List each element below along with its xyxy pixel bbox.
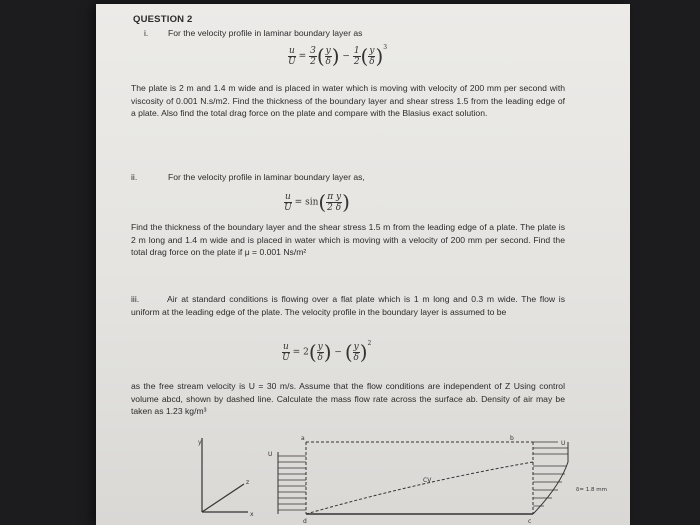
part-number-ii: ii. — [131, 172, 138, 182]
boundary-layer-edge — [306, 462, 533, 514]
part-i-intro: For the velocity profile in laminar boundary layer as — [168, 28, 363, 38]
label-a: a — [301, 435, 305, 442]
document-page — [96, 4, 630, 525]
equation-3: $\frac{u}{U}$ = 2( $\frac{y}{\delta}$ ) − ( $\frac{y}{\delta}$ )$^2$ — [282, 340, 372, 364]
question-heading: QUESTION 2 — [133, 14, 193, 25]
label-inlet-U: U — [268, 451, 273, 458]
part-iii-body: as the free stream velocity is U = 30 m/s. Assume that the flow conditions are independent of Z Using control volume abcd, shown by dashed line. Calculate the mass flow rate across the surface ab. Density of air may be taken as 1.23 kg/m³ — [131, 381, 565, 417]
outlet-velocity-profile — [533, 442, 568, 514]
control-volume-boundary — [306, 442, 533, 514]
label-outlet-U: U — [561, 440, 566, 447]
part-i-body: The plate is 2 m and 1.4 m wide and is placed in water which is moving with velocity of 200 mm per second with viscosity of 0.001 N.s/m2. Find the thickness of the boundary layer and shear stress 1.5 from the leading edge of a plate. Also find the total drag force on the plate and compare with the Blasius exact solution. — [131, 83, 565, 119]
equation-1: $\frac{u}{U}$ = $\frac{3}{2}$ ( $\frac{y}{\delta}$ ) − $\frac{1}{2}$ ( $\frac{y}{\delta}$ )$^3$ — [288, 44, 388, 68]
label-c: c — [528, 518, 532, 524]
outlet-velocity-arrows — [533, 448, 568, 506]
coordinate-axes — [202, 438, 248, 512]
axis-label-x: x — [250, 511, 254, 518]
axis-label-y: y — [198, 439, 202, 446]
part-ii-body: Find the thickness of the boundary layer and the shear stress 1.5 m from the leading edge of a plate. The plate is 2 m long and 1.4 m wide and is placed in water which is moving with a velocity of 200 mm per second. Find the total drag force on the plate if μ = 0.001 Ns/m² — [131, 222, 565, 258]
label-cv: CV — [423, 477, 432, 484]
axis-label-z: z — [246, 479, 250, 486]
inlet-velocity-arrows — [278, 456, 306, 510]
part-number-i: i. — [144, 28, 149, 38]
equation-2: $\frac{u}{U}$ = sin( $\frac{\text{π y}}{2 \delta}$ ) — [284, 190, 350, 214]
label-delta: δ= 1.8 mm — [576, 487, 607, 493]
part-iii-intro: Air at standard conditions is flowing over a flat plate which is 1 m long and 0.3 m wide. The flow is uniform at the leading edge of the plate. The velocity profile in the boundary layer is assumed to be — [131, 294, 565, 317]
boundary-layer-diagram — [188, 434, 608, 524]
label-b: b — [510, 435, 514, 442]
part-number-iii: iii. — [131, 294, 140, 304]
label-d: d — [303, 518, 307, 524]
part-ii-intro: For the velocity profile in laminar boundary layer as, — [168, 172, 365, 182]
